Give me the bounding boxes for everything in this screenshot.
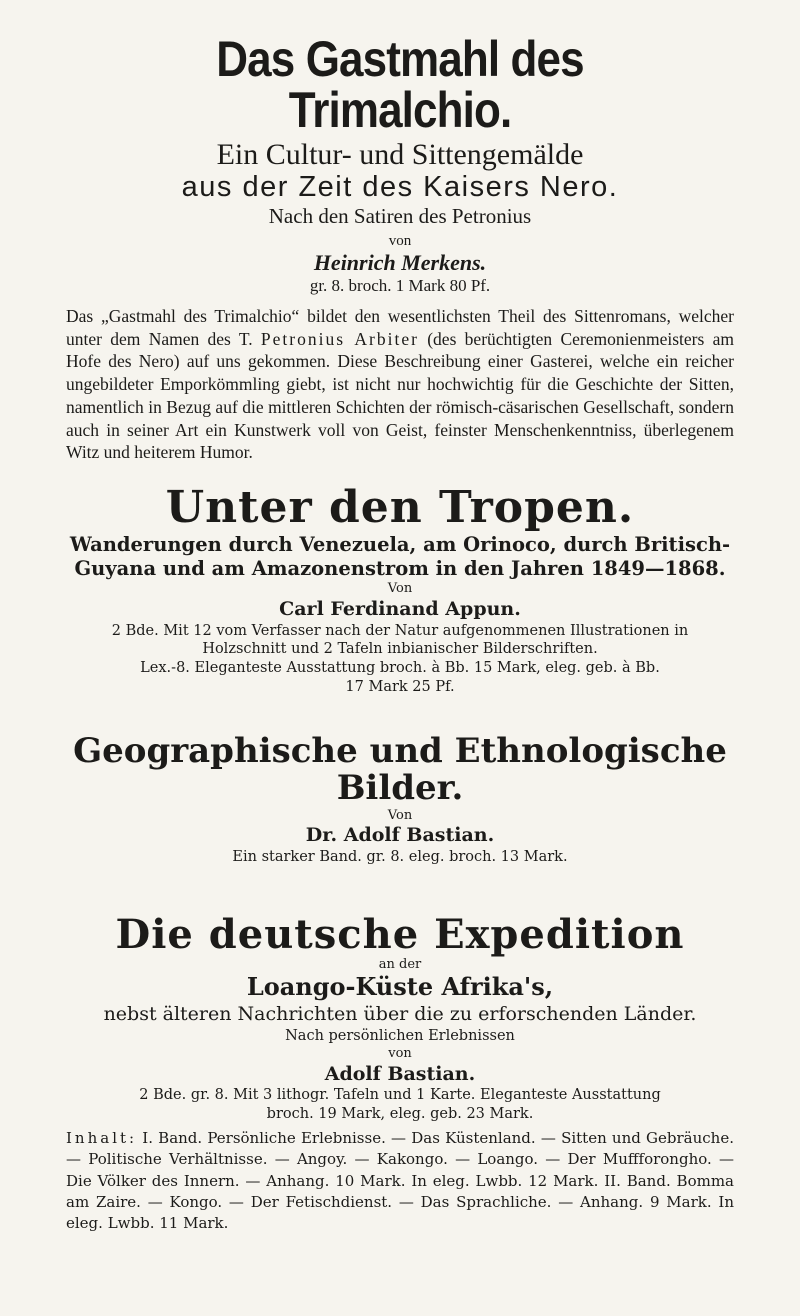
book3-author: Dr. Adolf Bastian. [305, 824, 495, 847]
book4-subline: nebst älteren Nachrichten über die zu erforschenden Länder. [103, 1003, 697, 1026]
book1-author: Heinrich Merkens. [313, 249, 487, 275]
book1-description: Das „Gastmahl des Trimalchio“ bildet den wesentlichsten Theil des Sittenromans, welcher unter dem Namen des T. Petronius Arbiter (des berüchtigten Ceremonienmeisters am Hofe des Nero) auf uns gekommen. Diese Beschreibung einer Gasterei, welche ein reicher ungebildeter Emporkömmling giebt, ist nicht nur hochwichtig für die Geschichte der Sitten, namentlich in Bezug auf die mittleren Schichten der römisch-cäsarischen Gesellschaft, sondern auch in seiner Art ein Kunstwerk voll von Geist, feinster Menschenkenntniss, überlegenem Witz und heiterem Humor. [66, 305, 734, 463]
book2-title: Unter den Tropen. [165, 482, 635, 534]
book-bilder [66, 730, 734, 867]
book1-title: Das Gastmahl des Trimalchio. [216, 31, 584, 138]
book4-inhalt-text: I. Band. Persönliche Erlebnisse. — Das Küstenland. — Sitten und Gebräuche. — Politische Verhältnisse. — Angoy. — Kakongo. — Loango. — Der Muffforongho. — Die Völker des Innern. — Anhang. 10 Mark. In eleg. Lwbb. 12 Mark. II. Band. Bomma am Zaire. — Kongo. — Der Fetischdienst. — Das Sprachliche. — Anhang. 9 Mark. In eleg. Lwbb. 11 Mark. [66, 1128, 734, 1233]
book4-author: Adolf Bastian. [324, 1062, 476, 1085]
book1-price: gr. 8. broch. 1 Mark 80 Pf. [309, 275, 491, 295]
book2-desc-line-4: 17 Mark 25 Pf. [345, 679, 455, 696]
book4-desc-line-2: broch. 19 Mark, eleg. geb. 23 Mark. [266, 1106, 534, 1123]
book4-title: Die deutsche Expedition [115, 910, 685, 958]
book1-subtitle-1: Ein Cultur- und Sittengemälde [216, 138, 584, 171]
book-tropen [66, 484, 734, 697]
book-trimalchio [66, 31, 734, 464]
book2-author: Carl Ferdinand Appun. [279, 597, 521, 620]
book3-von: Von [387, 807, 413, 823]
book2-desc-line-1: 2 Bde. Mit 12 vom Verfasser nach der Natur aufgenommenen Illustrationen in [111, 622, 689, 639]
book3-title: Geographische und Ethnologische Bilder. [73, 730, 727, 809]
book2-subtitle-line-2: Guyana und am Amazonenstrom in den Jahren 1849—1868. [74, 556, 726, 580]
book1-subtitle-2: aus der Zeit des Kaisers Nero. [181, 171, 619, 203]
book1-subtitle-3: Nach den Satiren des Petronius [268, 204, 532, 229]
book4-subtitle: Loango-Küste Afrika's, [246, 972, 554, 1002]
book2-subtitle-line-1: Wanderungen durch Venezuela, am Orinoco, durch Britisch- [69, 532, 731, 556]
book3-desc: Ein starker Band. gr. 8. eleg. broch. 13 Mark. [232, 849, 568, 866]
book1-von: von [388, 232, 412, 249]
book4-inhalt-label: Inhalt: [66, 1128, 138, 1147]
book4-inhalt [66, 1128, 734, 1234]
book-expedition [66, 910, 734, 1235]
book4-nach: Nach persönlichen Erlebnissen [285, 1028, 515, 1045]
book4-desc-line-1: 2 Bde. gr. 8. Mit 3 lithogr. Tafeln und 1 Karte. Eleganteste Ausstattung [139, 1087, 661, 1104]
book4-von: von [388, 1046, 412, 1061]
book4-an-der: an der [378, 956, 422, 972]
book2-desc-line-3: Lex.-8. Eleganteste Ausstattung broch. à Bb. 15 Mark, eleg. geb. à Bb. [140, 660, 660, 677]
book2-von: Von [387, 581, 413, 597]
book2-desc-line-2: Holzschnitt und 2 Tafeln inbianischer Bilderschriften. [202, 641, 598, 658]
